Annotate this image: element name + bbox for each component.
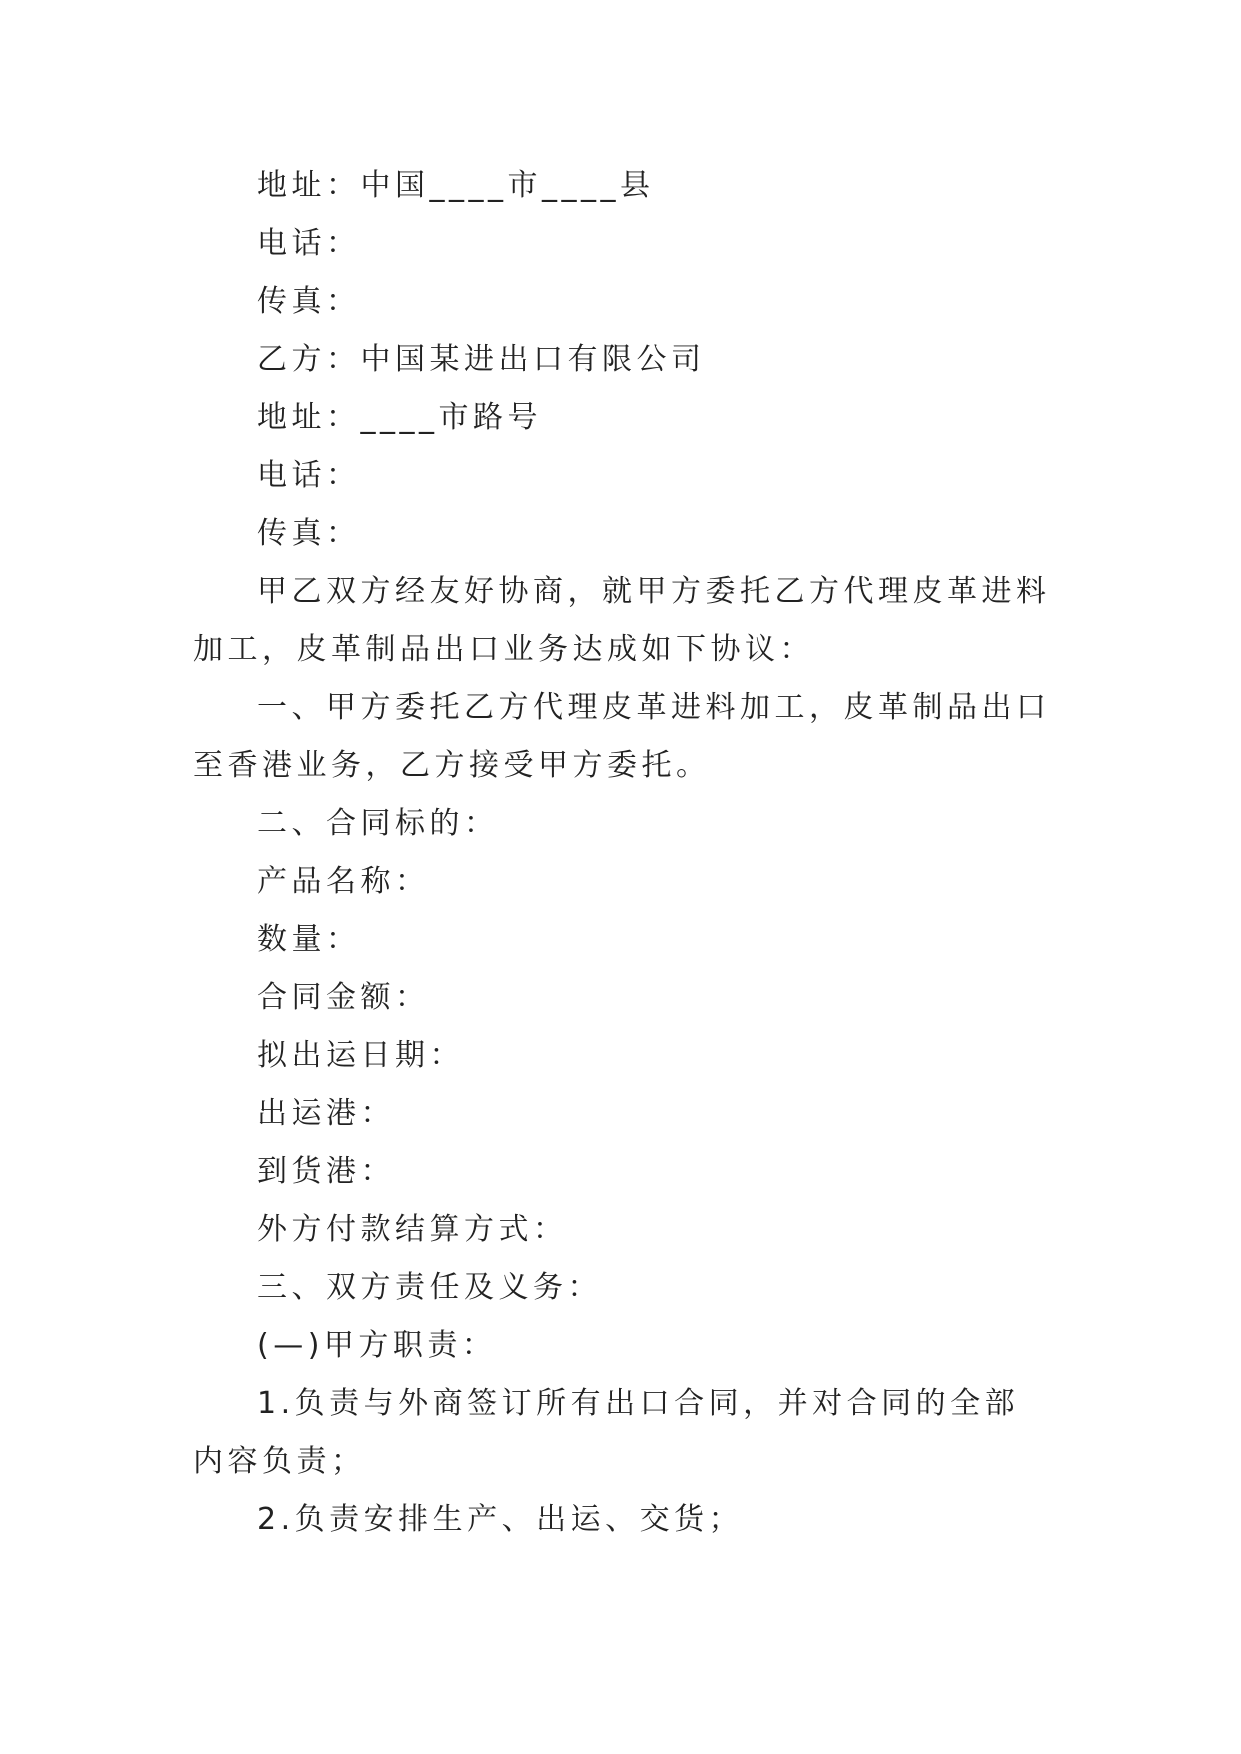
party-b-address: 地址：____市路号: [257, 400, 542, 435]
party-a-fax: 传真：: [257, 284, 361, 319]
field-product-name: 产品名称：: [257, 864, 430, 899]
party-a-phone: 电话：: [257, 226, 361, 261]
agreement-intro-paragraph: 甲乙双方经友好协商，就甲方委托乙方代理皮革进料加工，皮革制品出口业务达成如下协议：: [193, 574, 1051, 667]
party-b-fax: 传真：: [257, 516, 361, 551]
section-two-heading: 二、合同标的：: [257, 806, 499, 841]
field-payment-method: 外方付款结算方式：: [257, 1212, 568, 1247]
field-shipping-date: 拟出运日期：: [257, 1038, 464, 1073]
field-port-of-destination: 到货港：: [257, 1154, 395, 1189]
party-b-phone: 电话：: [257, 458, 361, 493]
section-three-heading: 三、双方责任及义务：: [257, 1270, 602, 1305]
duty-item-1: 1.负责与外商签订所有出口合同，并对合同的全部内容负责；: [193, 1386, 1020, 1479]
field-contract-amount: 合同金额：: [257, 980, 430, 1015]
party-a-duties-heading: (—)甲方职责：: [257, 1328, 497, 1363]
duty-item-2: 2.负责安排生产、出运、交货；: [257, 1502, 744, 1537]
document-body: [193, 157, 1053, 1549]
field-quantity: 数量：: [257, 922, 361, 957]
party-b-name: 乙方：中国某进出口有限公司: [257, 342, 706, 377]
clause-one-paragraph: 一、甲方委托乙方代理皮革进料加工，皮革制品出口至香港业务，乙方接受甲方委托。: [193, 690, 1051, 783]
party-a-address: 地址：中国____市____县: [257, 168, 655, 203]
field-port-of-loading: 出运港：: [257, 1096, 395, 1131]
